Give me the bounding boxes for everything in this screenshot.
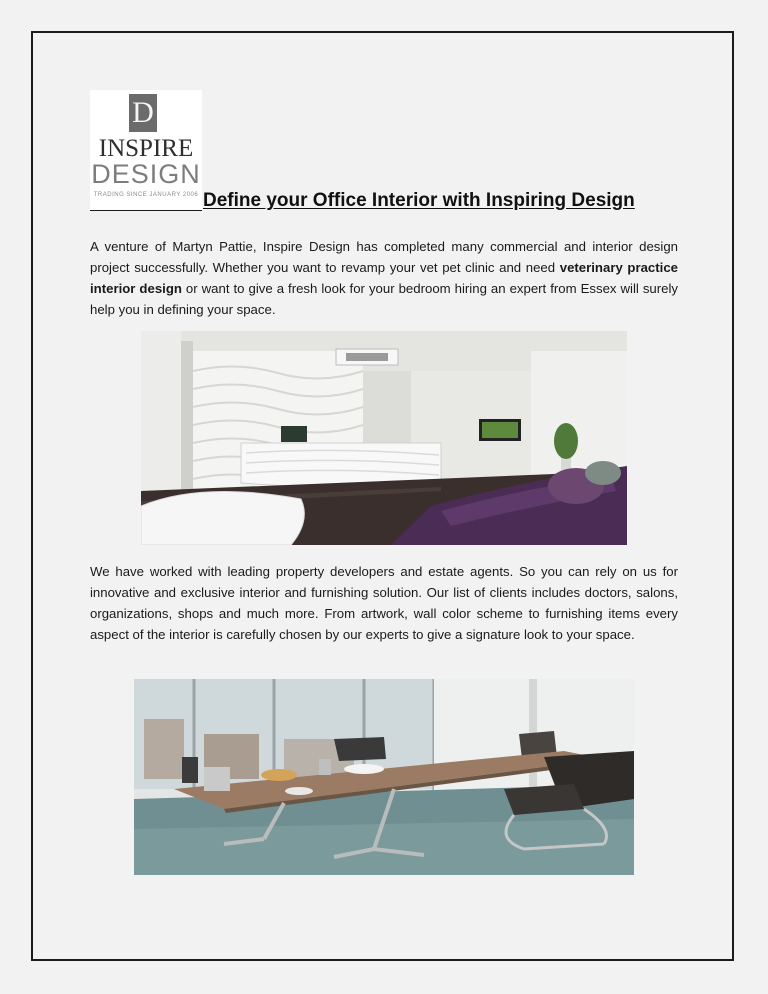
logo-underline bbox=[90, 210, 202, 211]
logo-line-design: DESIGN bbox=[91, 159, 201, 189]
logo-mark: D bbox=[129, 94, 157, 132]
clients-paragraph: We have worked with leading property developers and estate agents. So you can rely on us for innovative and exclusive interior and furnishing solution. Our list of clients includes doctors, salons, organizations, shops and much more. From artwork, wall color scheme to furnishing items every aspect of the interior is carefully chosen by our experts to give a signature look to your space. bbox=[90, 564, 678, 642]
intro-text-start: A venture of Martyn Pattie, Inspire Design has completed many commercial and interior design project successfully. Whether you want to revamp your vet pet clinic and need bbox=[90, 239, 678, 275]
veterinary-link-text: veterinary practice interior design bbox=[90, 260, 678, 296]
inspire-design-logo bbox=[90, 90, 202, 210]
reception-photo bbox=[141, 331, 627, 545]
logo-line-inspire: INSPIRE bbox=[98, 135, 194, 162]
intro-text-end: or want to give a fresh look for your bedroom hiring an expert from Essex will surely help you in defining your space. bbox=[90, 281, 678, 317]
intro-paragraph bbox=[90, 236, 678, 320]
logo-tagline: TRADING SINCE JANUARY 2006 bbox=[93, 192, 199, 198]
meeting-room-photo bbox=[134, 679, 634, 875]
page-title: Define your Office Interior with Inspiring Design bbox=[203, 190, 635, 211]
